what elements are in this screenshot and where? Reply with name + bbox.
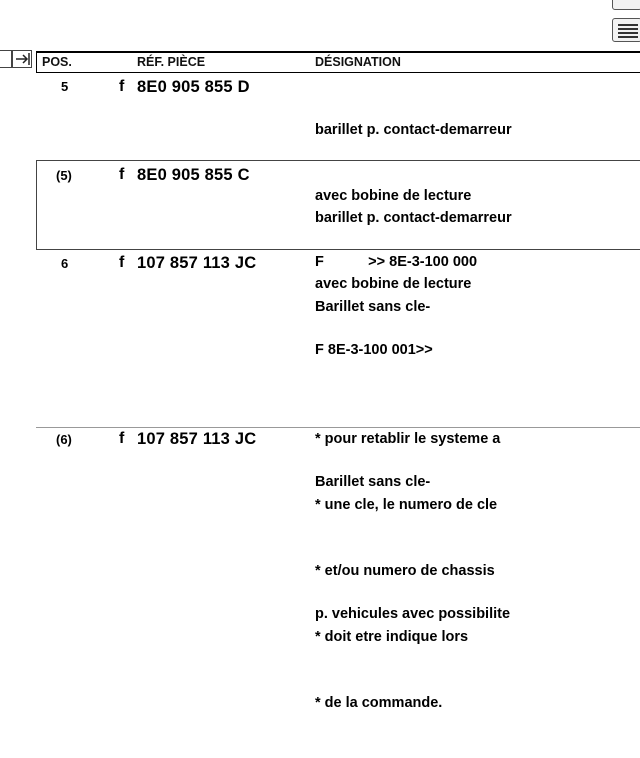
header-pos: POS. [42, 55, 72, 69]
row-flag: f [119, 166, 125, 183]
row-ref: 8E0 905 855 D [137, 78, 250, 96]
row-designation: Barillet sans cle- * pour retablir le systeme a * une cle, le numero de cle * et/ou numero de chassis * doit etre indique lors * de la commande. [315, 299, 501, 711]
row-flag: f [119, 430, 125, 447]
row-designation: Barillet sans cle- p. vehicules avec possibilite [315, 474, 511, 622]
list-view-button[interactable] [612, 18, 640, 42]
row-flag: f [119, 254, 125, 271]
row-pos: (6) [56, 432, 72, 447]
row-ref: 107 857 113 JC [137, 430, 257, 448]
panel-icon[interactable] [0, 50, 12, 68]
row-ref: 107 857 113 JC [137, 254, 257, 272]
list-view-icon [618, 24, 638, 40]
header-ref: RÉF. PIÈCE [137, 55, 206, 69]
row-pos: 6 [61, 256, 69, 271]
toolbar-button-top[interactable] [612, 0, 640, 10]
header-designation: DÉSIGNATION [315, 55, 401, 69]
expand-arrow-icon[interactable] [12, 50, 32, 68]
row-pos: 5 [61, 79, 69, 94]
row-pos: (5) [56, 168, 72, 183]
row-designation: barillet p. contact-demarreur avec bobine de lecture F >> 8E-3-100 000 [315, 122, 512, 270]
row-ref: 8E0 905 855 C [137, 166, 250, 184]
row-flag: f [119, 78, 125, 95]
row-designation: barillet p. contact-demarreur avec bobine de lecture F 8E-3-100 001>> [315, 210, 512, 358]
